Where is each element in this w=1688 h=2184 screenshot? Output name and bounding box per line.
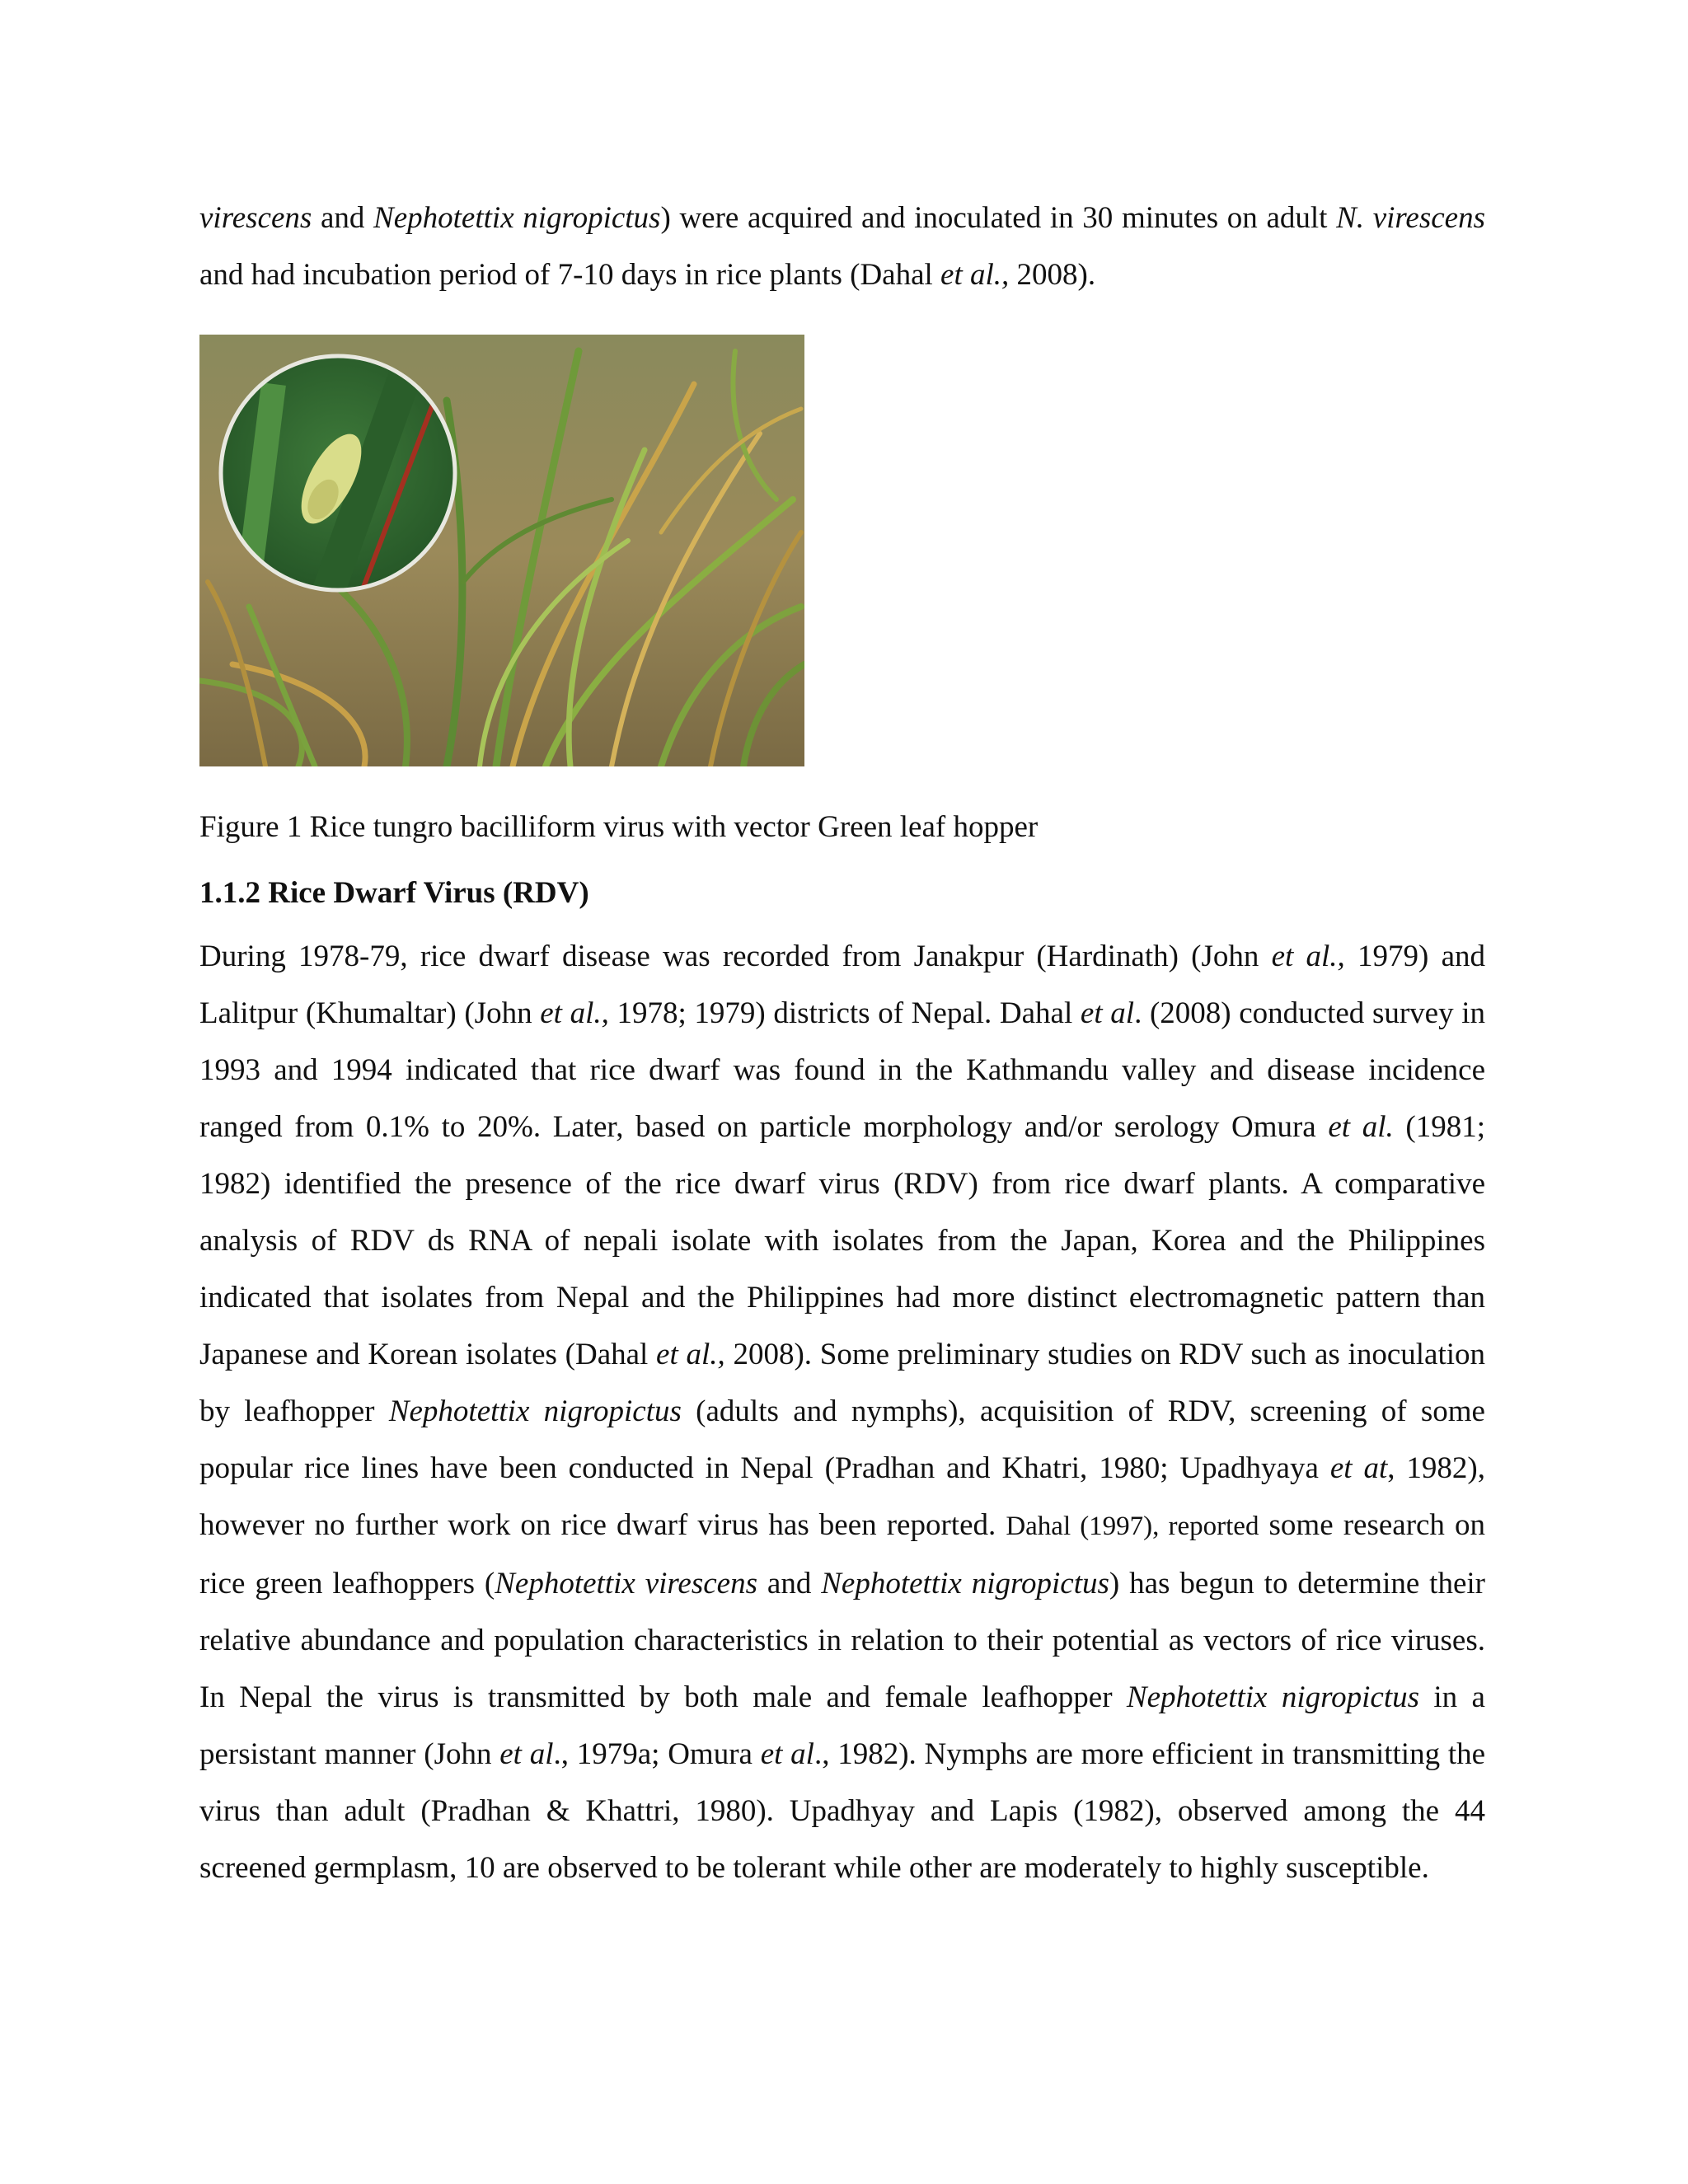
et-al: et al., <box>656 1338 725 1371</box>
et-al: et al <box>499 1737 554 1771</box>
et-al: et al., <box>1271 940 1345 973</box>
et-al: et al., <box>540 996 609 1030</box>
text-run: and <box>312 201 374 235</box>
et-al: et al <box>1080 996 1135 1030</box>
text-run: and had incubation period of 7-10 days in rice plants (Dahal <box>199 258 941 292</box>
species-name: Nephotettix nigropictus <box>821 1567 1109 1601</box>
citation-small: Dahal (1997), reported <box>1006 1511 1259 1541</box>
intro-paragraph <box>199 190 1485 303</box>
text-run: 1978; 1979) districts of Nepal. Dahal <box>608 996 1081 1030</box>
text-run: 2008). <box>1009 258 1096 292</box>
species-name: virescens <box>1372 201 1485 235</box>
text-run: ) were acquired and inoculated in 30 minutes on adult <box>660 201 1337 235</box>
text-run: and <box>757 1567 822 1601</box>
et-al: et al. <box>1328 1110 1394 1144</box>
text-run: some research on rice green leafhoppers ( <box>199 1508 1486 1601</box>
genus-abbrev: N. <box>1336 201 1365 235</box>
figure-caption: Figure 1 Rice tungro bacilliform virus with vector Green leaf hopper <box>199 810 1039 844</box>
et-al: et al., <box>940 258 1010 292</box>
species-name: Nephotettix nigropictus <box>1126 1680 1420 1714</box>
species-name: Nephotettix nigropictus <box>373 201 661 235</box>
section-heading: 1.1.2 Rice Dwarf Virus (RDV) <box>199 876 589 910</box>
body-paragraph <box>199 928 1485 1896</box>
et-al: et at <box>1329 1451 1388 1485</box>
species-name: Nephotettix nigropictus <box>388 1394 682 1428</box>
species-name: virescens <box>199 201 312 235</box>
et-al: et al <box>760 1737 814 1771</box>
text-run: , 1982), however no further work on rice dwarf virus has been reported. <box>199 1451 1486 1542</box>
text-run: ., 1979a; Omura <box>553 1737 761 1771</box>
text-run: 2008). Some preliminary studies on RDV such as inoculation by leafhopper <box>199 1338 1486 1428</box>
text-run: 1979) and Lalitpur (Khumaltar) (John <box>199 940 1485 1030</box>
text-run: (1981; 1982) identified the presence of the rice dwarf virus (RDV) from rice dwarf plants. A comparative analysis of RDV ds RNA of nepali isolate with isolates from the Japan, Korea and the Philippines indicated that isolates from Nepal and the Philippines had more distinct electromagnetic pattern than Japanese and Korean isolates (Dahal <box>199 1110 1485 1371</box>
text-run: ) has begun to determine their relative abundance and population characteristics in relation to their potential as vectors of rice viruses. In Nepal the virus is transmitted by both male and female leafhopper <box>199 1567 1485 1714</box>
figure-image <box>199 335 804 766</box>
text-run: During 1978-79, rice dwarf disease was recorded from Janakpur (Hardinath) (John <box>199 940 1272 973</box>
species-name: Nephotettix virescens <box>495 1567 757 1601</box>
text-run: (adults and nymphs), acquisition of RDV, screening of some popular rice lines have been conducted in Nepal (Pradhan and Khatri, 1980; Upadhyaya <box>199 1394 1485 1485</box>
text-run: ., 1982). Nymphs are more efficient in transmitting the virus than adult (Pradhan & Khattri, 1980). Upadhyay and Lapis (1982), observed among the 44 screened germplasm, 10 are observed to be tolerant while other are moderately to highly susceptible. <box>199 1737 1486 1885</box>
text-run: . (2008) conducted survey in 1993 and 1994 indicated that rice dwarf was found in the Kathmandu valley and disease incidence ranged from 0.1% to 20%. Later, based on particle morphology and/or serology Omura <box>199 996 1486 1144</box>
text-run: in a persistant manner (John <box>199 1680 1485 1771</box>
